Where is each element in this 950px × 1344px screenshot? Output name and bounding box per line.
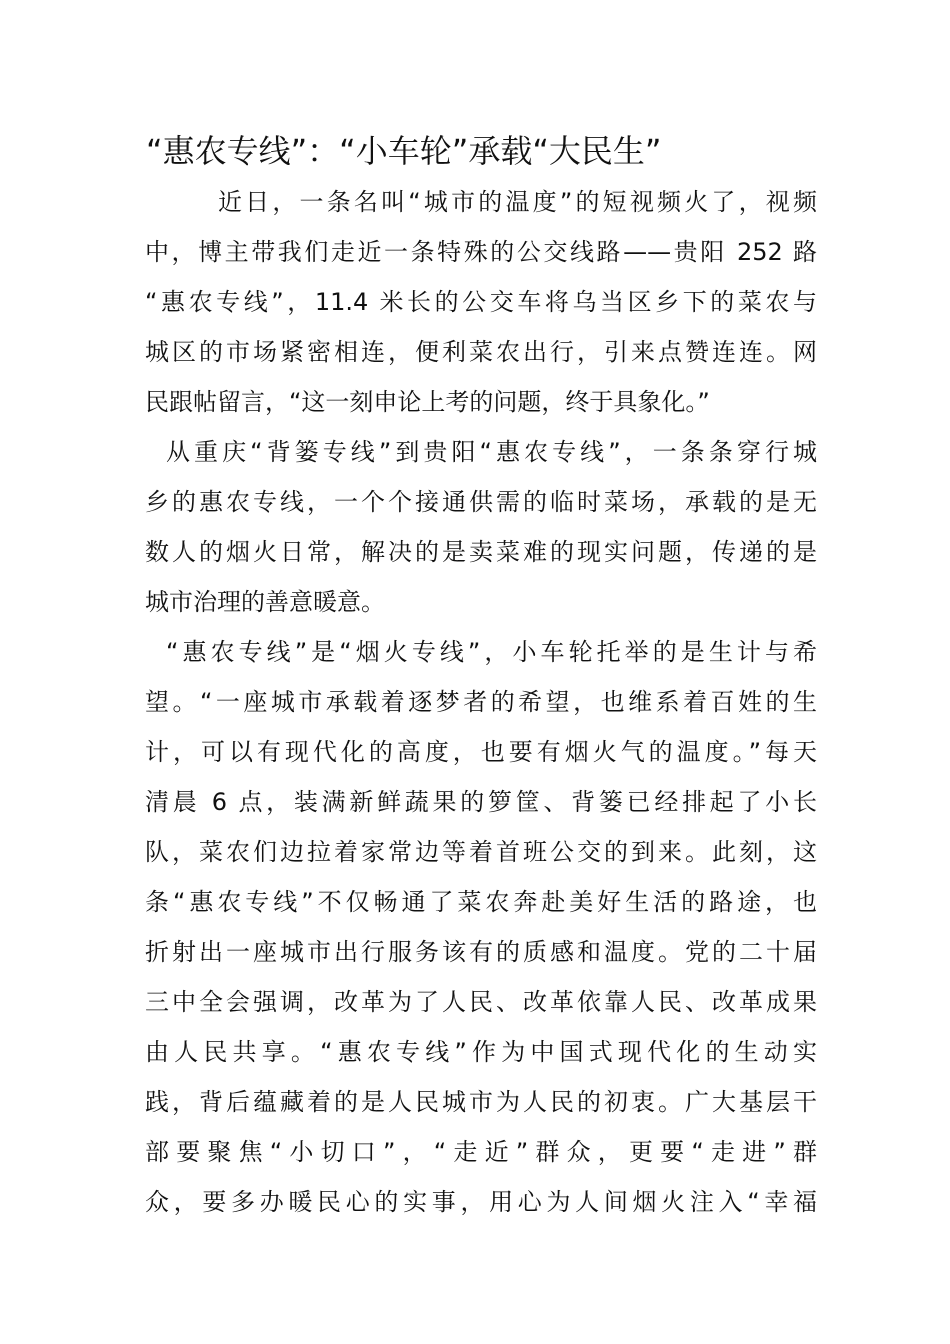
paragraph-3-line-6: 条“惠农专线”不仅畅通了菜农奔赴美好生活的路途，也 xyxy=(145,888,817,916)
article-title: “惠农专线”：“小车轮”承载“大民生” xyxy=(146,132,662,170)
paragraph-3-line-7: 折射出一座城市出行服务该有的质感和温度。党的二十届 xyxy=(145,938,817,966)
paragraph-3-line-5: 队，菜农们边拉着家常边等着首班公交的到来。此刻，这 xyxy=(145,838,817,866)
paragraph-1-line-2: 中，博主带我们走近一条特殊的公交线路——贵阳 252 路 xyxy=(145,238,817,266)
paragraph-1-line-1: 近日，一条名叫“城市的温度”的短视频火了，视频 xyxy=(218,188,817,216)
paragraph-2-line-1: 从重庆“背篓专线”到贵阳“惠农专线”，一条条穿行城 xyxy=(166,438,817,466)
paragraph-3-line-4: 清晨 6 点，装满新鲜蔬果的箩筐、背篓已经排起了小长 xyxy=(145,788,817,816)
paragraph-2-line-2: 乡的惠农专线，一个个接通供需的临时菜场，承载的是无 xyxy=(145,488,817,516)
paragraph-3-line-1: “惠农专线”是“烟火专线”，小车轮托举的是生计与希 xyxy=(166,638,817,666)
paragraph-1-line-5: 民跟帖留言，“这一刻申论上考的问题，终于具象化。” xyxy=(145,388,710,416)
paragraph-3-line-3: 计，可以有现代化的高度，也要有烟火气的温度。”每天 xyxy=(145,738,817,766)
paragraph-1-line-3: “惠农专线”，11.4 米长的公交车将乌当区乡下的菜农与 xyxy=(145,288,817,316)
paragraph-2-line-3: 数人的烟火日常，解决的是卖菜难的现实问题，传递的是 xyxy=(145,538,817,566)
paragraph-3-line-9: 由人民共享。“惠农专线”作为中国式现代化的生动实 xyxy=(145,1038,817,1066)
paragraph-3-line-2: 望。“一座城市承载着逐梦者的希望，也维系着百姓的生 xyxy=(145,688,817,716)
paragraph-3-line-10: 践，背后蕴藏着的是人民城市为人民的初衷。广大基层干 xyxy=(145,1088,817,1116)
paragraph-3-line-8: 三中全会强调，改革为了人民、改革依靠人民、改革成果 xyxy=(145,988,817,1016)
paragraph-2-line-4: 城市治理的善意暖意。 xyxy=(145,588,385,616)
paragraph-3-line-11: 部要聚焦“小切口”，“走近”群众，更要“走进”群 xyxy=(145,1138,817,1166)
paragraph-3-line-12: 众，要多办暖民心的实事，用心为人间烟火注入“幸福 xyxy=(145,1188,817,1216)
paragraph-1-line-4: 城区的市场紧密相连，便利菜农出行，引来点赞连连。网 xyxy=(145,338,817,366)
